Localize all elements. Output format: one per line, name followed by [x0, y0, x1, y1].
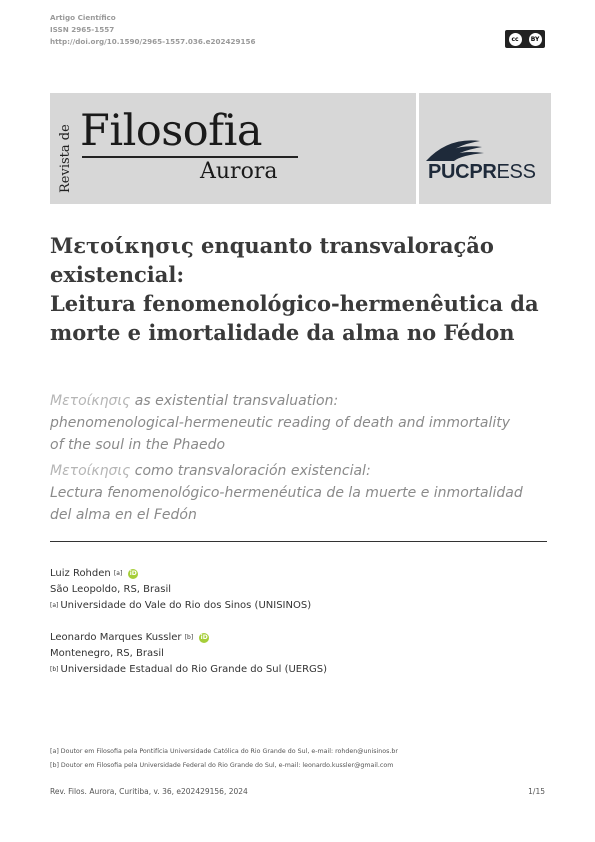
title-pt-line: morte e imortalidade da alma no Fédon [50, 320, 515, 345]
title-pt-line: Leitura fenomenológico-hermenêutica da [50, 291, 539, 316]
section-divider [50, 541, 547, 542]
title-en-line2: phenomenological-hermeneutic reading of death and immortality [50, 415, 510, 431]
orcid-icon[interactable]: iD [129, 570, 137, 577]
affiliation-mark: [b] [50, 666, 59, 673]
by-icon: BY [529, 33, 542, 46]
page-number: 1/15 [528, 787, 545, 796]
author-mark: [a] [113, 570, 123, 577]
author-affiliation: Universidade do Vale do Rio dos Sinos (UNISINOS) [60, 600, 312, 611]
title-en-line [50, 390, 550, 412]
page-footer [50, 787, 545, 796]
author-name: Luiz Rohden [50, 568, 111, 579]
issn: ISSN 2965-1557 [50, 25, 115, 34]
article-metadata [50, 12, 256, 48]
affiliation-mark: [a] [50, 602, 59, 609]
citation: Rev. Filos. Aurora, Curitiba, v. 36, e202429156, 2024 [50, 787, 248, 796]
title-en-greek: Μετοίκησις [50, 393, 131, 409]
footnote: [b] Doutor em Filosofia pela Universidade Federal do Rio Grande do Sul, e-mail: leonardo.kussler@gmail.com [50, 762, 394, 769]
title-pt-line: existencial: [50, 262, 185, 287]
title-es-greek: Μετοίκησις [50, 463, 131, 479]
title-pt-line: Μετοίκησις enquanto transvaloração [50, 233, 494, 258]
orcid-icon[interactable]: iD [200, 634, 208, 641]
cc-license-badge[interactable] [505, 30, 545, 48]
publisher-regular: ESS [496, 161, 536, 183]
author-name: Leonardo Marques Kussler [50, 632, 182, 643]
author-affiliation: Universidade Estadual do Rio Grande do Sul (UERGS) [60, 664, 328, 675]
journal-title-rule [82, 156, 298, 158]
banner-vertical-label: Revista de [58, 124, 73, 193]
article-type: Artigo Científico [50, 13, 116, 22]
author-entry [50, 630, 327, 678]
title-es-line2: Lectura fenomenológico-hermenéutica de la muerte e inmortalidad [50, 485, 523, 501]
article-title-pt [50, 231, 550, 347]
author-entry [50, 566, 327, 614]
publisher-bold: PUCPR [428, 161, 497, 183]
doi-link[interactable]: http://doi.org/10.1590/2965-1557.036.e202429156 [50, 37, 256, 46]
author-location: São Leopoldo, RS, Brasil [50, 584, 172, 595]
journal-banner [50, 93, 551, 204]
journal-title: Filosofia [80, 106, 262, 156]
publisher-logo-text [428, 161, 536, 184]
title-en-line3: of the soul in the Phaedo [50, 437, 226, 453]
footnotes [50, 745, 398, 773]
title-es-line1: como transvaloración existencial: [130, 463, 371, 479]
title-es-line3: del alma en el Fedón [50, 507, 197, 523]
footnote: [a] Doutor em Filosofia pela Pontifícia Universidade Católica do Rio Grande do Sul, e-mail: rohden@unisinos.br [50, 748, 399, 755]
author-location: Montenegro, RS, Brasil [50, 648, 164, 659]
cc-icon: cc [509, 33, 522, 46]
author-mark: [b] [184, 634, 194, 641]
title-en-line1: as existential transvaluation: [130, 393, 339, 409]
journal-subtitle: Aurora [200, 159, 278, 184]
alternate-titles [50, 390, 550, 526]
pucpress-logo-icon [424, 133, 488, 163]
authors-block [50, 566, 327, 678]
title-es-line [50, 460, 550, 482]
banner-divider [416, 93, 419, 204]
